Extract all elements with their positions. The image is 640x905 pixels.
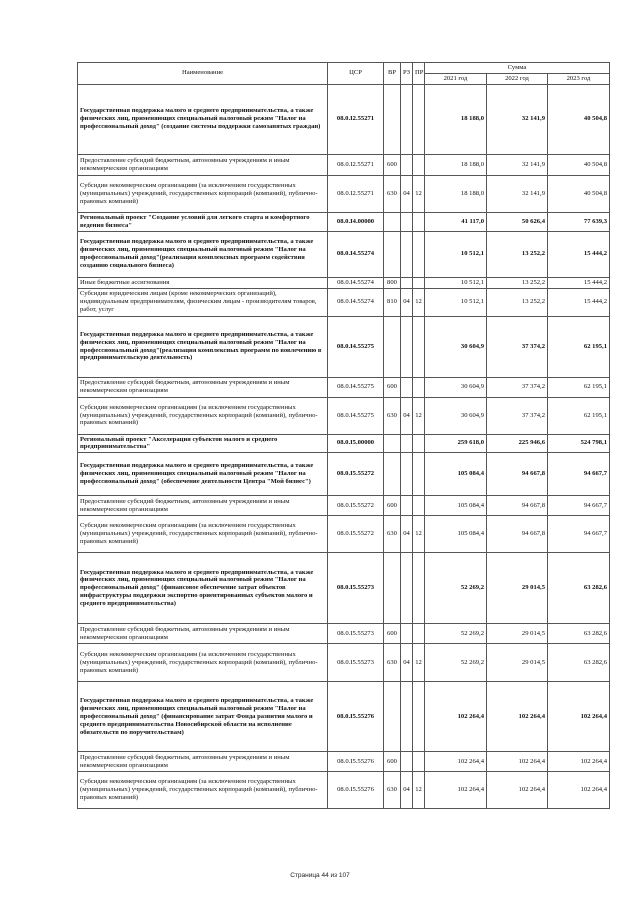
row-vr: 630 xyxy=(384,772,401,809)
row-amount-2022: 32 141,9 xyxy=(487,154,548,175)
row-csr: 08.0.I4.55275 xyxy=(328,316,384,377)
row-rz: 04 xyxy=(401,516,413,553)
row-name: Региональный проект "Создание условий для легкого старта и комфортного ведения бизнеса" xyxy=(78,212,328,231)
row-vr: 600 xyxy=(384,752,401,772)
row-amount-2023: 15 444,2 xyxy=(548,277,610,288)
row-vr: 630 xyxy=(384,644,401,682)
row-amount-2021: 52 269,2 xyxy=(425,624,487,644)
row-name: Субсидии некоммерческим организациям (за исключением государственных (муниципальных) учреждений, государственных корпораций (компаний), публично-правовых компаний) xyxy=(78,397,328,434)
row-rz xyxy=(401,316,413,377)
row-vr: 600 xyxy=(384,624,401,644)
row-amount-2023: 94 667,7 xyxy=(548,516,610,553)
row-pr xyxy=(413,752,425,772)
row-csr: 08.0.I5.55276 xyxy=(328,682,384,752)
row-name: Субсидии некоммерческим организациям (за исключением государственных (муниципальных) учреждений, государственных корпораций (компаний), публично-правовых компаний) xyxy=(78,772,328,809)
row-vr xyxy=(384,434,401,453)
row-pr: 12 xyxy=(413,644,425,682)
row-rz xyxy=(401,624,413,644)
table-row xyxy=(78,277,610,288)
row-amount-2023: 63 282,6 xyxy=(548,553,610,624)
row-pr xyxy=(413,453,425,496)
row-amount-2021: 259 618,0 xyxy=(425,434,487,453)
table-row xyxy=(78,516,610,553)
row-amount-2022: 32 141,9 xyxy=(487,84,548,154)
row-vr xyxy=(384,231,401,277)
row-name: Субсидии юридическим лицам (кроме некоммерческих организаций), индивидуальным предпринимателям, физическим лицам - производителям товаров, работ, услуг xyxy=(78,288,328,316)
row-amount-2022: 94 667,8 xyxy=(487,496,548,516)
row-amount-2021: 30 604,9 xyxy=(425,316,487,377)
row-rz xyxy=(401,277,413,288)
row-name: Иные бюджетные ассигнования xyxy=(78,277,328,288)
row-pr: 12 xyxy=(413,516,425,553)
row-csr: 08.0.I5.55276 xyxy=(328,752,384,772)
row-amount-2023: 77 639,3 xyxy=(548,212,610,231)
row-name: Субсидии некоммерческим организациям (за исключением государственных (муниципальных) учреждений, государственных корпораций (компаний), публично-правовых компаний) xyxy=(78,644,328,682)
row-amount-2022: 94 667,8 xyxy=(487,453,548,496)
row-name: Предоставление субсидий бюджетным, автономным учреждениям и иным некоммерческим организациям xyxy=(78,154,328,175)
row-name: Государственная поддержка малого и среднего предпринимательства, а также физических лиц, применяющих специальный налоговый режим "Налог на профессиональный доход" (финансирование затрат Фонда развития малого и среднего предпринимательства Новосибирской области на исполнение обязательств по поручительствам) xyxy=(78,682,328,752)
row-name: Предоставление субсидий бюджетным, автономным учреждениям и иным некоммерческим организациям xyxy=(78,752,328,772)
row-vr: 600 xyxy=(384,496,401,516)
row-amount-2023: 63 282,6 xyxy=(548,624,610,644)
row-amount-2023: 102 264,4 xyxy=(548,772,610,809)
row-csr: 08.0.I5.55276 xyxy=(328,772,384,809)
table-row xyxy=(78,288,610,316)
table-row xyxy=(78,453,610,496)
row-amount-2021: 52 269,2 xyxy=(425,553,487,624)
row-rz: 04 xyxy=(401,175,413,212)
row-amount-2022: 13 252,2 xyxy=(487,231,548,277)
row-pr: 12 xyxy=(413,772,425,809)
header-csr: ЦСР xyxy=(328,63,384,85)
row-vr: 630 xyxy=(384,397,401,434)
row-csr: 08.0.I4.00000 xyxy=(328,212,384,231)
row-rz xyxy=(401,453,413,496)
table-row xyxy=(78,644,610,682)
row-amount-2021: 30 604,9 xyxy=(425,377,487,397)
row-amount-2022: 29 014,5 xyxy=(487,624,548,644)
row-csr: 08.0.I5.55273 xyxy=(328,553,384,624)
row-csr: 08.0.I5.55273 xyxy=(328,644,384,682)
row-amount-2022: 29 014,5 xyxy=(487,644,548,682)
header-year-2021: 2021 год xyxy=(425,73,487,84)
table-row xyxy=(78,84,610,154)
row-amount-2023: 63 282,6 xyxy=(548,644,610,682)
header-name: Наименование xyxy=(78,63,328,85)
row-amount-2021: 18 188,0 xyxy=(425,154,487,175)
row-rz xyxy=(401,434,413,453)
row-amount-2023: 40 504,8 xyxy=(548,175,610,212)
row-vr: 600 xyxy=(384,377,401,397)
row-amount-2023: 40 504,8 xyxy=(548,84,610,154)
row-pr xyxy=(413,316,425,377)
table-row xyxy=(78,231,610,277)
row-amount-2021: 10 512,1 xyxy=(425,231,487,277)
row-amount-2022: 102 264,4 xyxy=(487,752,548,772)
row-rz: 04 xyxy=(401,644,413,682)
row-csr: 08.0.I2.55271 xyxy=(328,175,384,212)
row-amount-2022: 32 141,9 xyxy=(487,175,548,212)
table-row xyxy=(78,496,610,516)
row-amount-2023: 94 667,7 xyxy=(548,453,610,496)
header-vr: ВР xyxy=(384,63,401,85)
row-amount-2023: 524 798,1 xyxy=(548,434,610,453)
row-csr: 08.0.I4.55274 xyxy=(328,231,384,277)
row-pr xyxy=(413,231,425,277)
page-footer: Страница 44 из 107 xyxy=(290,872,350,879)
row-name: Субсидии некоммерческим организациям (за исключением государственных (муниципальных) учреждений, государственных корпораций (компаний), публично-правовых компаний) xyxy=(78,175,328,212)
table-row xyxy=(78,772,610,809)
table-row xyxy=(78,682,610,752)
row-rz: 04 xyxy=(401,772,413,809)
row-amount-2022: 94 667,8 xyxy=(487,516,548,553)
row-amount-2023: 15 444,2 xyxy=(548,288,610,316)
row-name: Субсидии некоммерческим организациям (за исключением государственных (муниципальных) учреждений, государственных корпораций (компаний), публично-правовых компаний) xyxy=(78,516,328,553)
row-csr: 08.0.I5.00000 xyxy=(328,434,384,453)
row-vr xyxy=(384,553,401,624)
row-amount-2021: 102 264,4 xyxy=(425,682,487,752)
row-pr xyxy=(413,84,425,154)
row-name: Предоставление субсидий бюджетным, автономным учреждениям и иным некоммерческим организациям xyxy=(78,496,328,516)
row-pr xyxy=(413,377,425,397)
row-rz xyxy=(401,496,413,516)
table-row xyxy=(78,377,610,397)
header-pr: ПР xyxy=(413,63,425,85)
row-amount-2023: 40 504,8 xyxy=(548,154,610,175)
row-amount-2021: 102 264,4 xyxy=(425,752,487,772)
row-vr: 810 xyxy=(384,288,401,316)
row-csr: 08.0.I5.55273 xyxy=(328,624,384,644)
row-pr: 12 xyxy=(413,175,425,212)
row-vr xyxy=(384,682,401,752)
row-pr xyxy=(413,496,425,516)
row-rz xyxy=(401,84,413,154)
row-csr: 08.0.I4.55275 xyxy=(328,397,384,434)
row-csr: 08.0.I4.55275 xyxy=(328,377,384,397)
row-amount-2022: 37 374,2 xyxy=(487,397,548,434)
row-csr: 08.0.I5.55272 xyxy=(328,516,384,553)
row-csr: 08.0.I5.55272 xyxy=(328,496,384,516)
row-amount-2021: 10 512,1 xyxy=(425,277,487,288)
row-rz xyxy=(401,154,413,175)
row-amount-2023: 102 264,4 xyxy=(548,752,610,772)
row-name: Государственная поддержка малого и среднего предпринимательства, а также физических лиц, применяющих специальный налоговый режим "Налог на профессиональный доход" (финансовое обеспечение затрат объектов инфраструктуры поддержки экспортно ориентированных субъектов малого и среднего предпринимательства) xyxy=(78,553,328,624)
row-rz xyxy=(401,752,413,772)
row-amount-2022: 13 252,2 xyxy=(487,277,548,288)
budget-table xyxy=(77,62,610,809)
row-amount-2021: 52 269,2 xyxy=(425,644,487,682)
row-name: Государственная поддержка малого и среднего предпринимательства, а также физических лиц, применяющих специальный налоговый режим "Налог на профессиональный доход"(реализация комплексных программ содействия созданию социального бизнеса) xyxy=(78,231,328,277)
row-vr xyxy=(384,84,401,154)
row-amount-2023: 102 264,4 xyxy=(548,682,610,752)
row-amount-2022: 225 946,6 xyxy=(487,434,548,453)
row-csr: 08.0.I2.55271 xyxy=(328,84,384,154)
row-amount-2023: 62 195,1 xyxy=(548,397,610,434)
row-name: Государственная поддержка малого и среднего предпринимательства, а также физических лиц, применяющих специальный налоговый режим "Налог на профессиональный доход" (создание системы поддержки самозанятых граждан) xyxy=(78,84,328,154)
table-row xyxy=(78,624,610,644)
table-row xyxy=(78,316,610,377)
row-amount-2021: 30 604,9 xyxy=(425,397,487,434)
row-pr xyxy=(413,277,425,288)
row-amount-2021: 10 512,1 xyxy=(425,288,487,316)
row-vr: 630 xyxy=(384,516,401,553)
table-row xyxy=(78,752,610,772)
row-csr: 08.0.I4.55274 xyxy=(328,277,384,288)
row-amount-2022: 37 374,2 xyxy=(487,316,548,377)
row-vr: 800 xyxy=(384,277,401,288)
row-rz xyxy=(401,212,413,231)
row-name: Предоставление субсидий бюджетным, автономным учреждениям и иным некоммерческим организациям xyxy=(78,624,328,644)
row-pr: 12 xyxy=(413,288,425,316)
row-vr: 600 xyxy=(384,154,401,175)
row-amount-2021: 18 188,0 xyxy=(425,84,487,154)
row-rz xyxy=(401,377,413,397)
row-pr xyxy=(413,553,425,624)
row-amount-2021: 18 188,0 xyxy=(425,175,487,212)
table-row xyxy=(78,397,610,434)
row-rz xyxy=(401,231,413,277)
table-row xyxy=(78,154,610,175)
row-name: Региональный проект "Акселерация субъектов малого и среднего предпринимательства" xyxy=(78,434,328,453)
row-amount-2023: 94 667,7 xyxy=(548,496,610,516)
table-row xyxy=(78,175,610,212)
row-pr xyxy=(413,682,425,752)
row-vr xyxy=(384,453,401,496)
row-vr xyxy=(384,212,401,231)
row-amount-2023: 15 444,2 xyxy=(548,231,610,277)
row-name: Предоставление субсидий бюджетным, автономным учреждениям и иным некоммерческим организациям xyxy=(78,377,328,397)
row-csr: 08.0.I4.55274 xyxy=(328,288,384,316)
row-amount-2022: 37 374,2 xyxy=(487,377,548,397)
row-amount-2022: 29 014,5 xyxy=(487,553,548,624)
row-amount-2022: 102 264,4 xyxy=(487,772,548,809)
row-vr xyxy=(384,316,401,377)
row-pr: 12 xyxy=(413,397,425,434)
row-pr xyxy=(413,624,425,644)
row-pr xyxy=(413,212,425,231)
row-rz xyxy=(401,553,413,624)
row-pr xyxy=(413,434,425,453)
row-rz xyxy=(401,682,413,752)
table-row xyxy=(78,434,610,453)
header-year-2022: 2022 год xyxy=(487,73,548,84)
row-amount-2022: 102 264,4 xyxy=(487,682,548,752)
row-vr: 630 xyxy=(384,175,401,212)
header-sum: Сумма xyxy=(425,63,610,74)
row-amount-2021: 102 264,4 xyxy=(425,772,487,809)
row-pr xyxy=(413,154,425,175)
header-year-2023: 2023 год xyxy=(548,73,610,84)
table-row xyxy=(78,553,610,624)
row-csr: 08.0.I5.55272 xyxy=(328,453,384,496)
row-csr: 08.0.I2.55271 xyxy=(328,154,384,175)
row-amount-2023: 62 195,1 xyxy=(548,316,610,377)
row-amount-2023: 62 195,1 xyxy=(548,377,610,397)
row-name: Государственная поддержка малого и среднего предпринимательства, а также физических лиц, применяющих специальный налоговый режим "Налог на профессиональный доход"(реализация комплексных программ по вовлечению в предпринимательскую деятельность) xyxy=(78,316,328,377)
row-amount-2021: 105 084,4 xyxy=(425,496,487,516)
row-rz: 04 xyxy=(401,397,413,434)
table-row xyxy=(78,212,610,231)
row-name: Государственная поддержка малого и среднего предпринимательства, а также физических лиц, применяющих специальный налоговый режим "Налог на профессиональный доход" (обеспечение деятельности Центра "Мой бизнес") xyxy=(78,453,328,496)
row-amount-2022: 13 252,2 xyxy=(487,288,548,316)
row-amount-2022: 50 626,4 xyxy=(487,212,548,231)
table-body xyxy=(78,84,610,809)
row-amount-2021: 41 117,0 xyxy=(425,212,487,231)
row-amount-2021: 105 084,4 xyxy=(425,453,487,496)
row-rz: 04 xyxy=(401,288,413,316)
row-amount-2021: 105 084,4 xyxy=(425,516,487,553)
header-rz: РЗ xyxy=(401,63,413,85)
